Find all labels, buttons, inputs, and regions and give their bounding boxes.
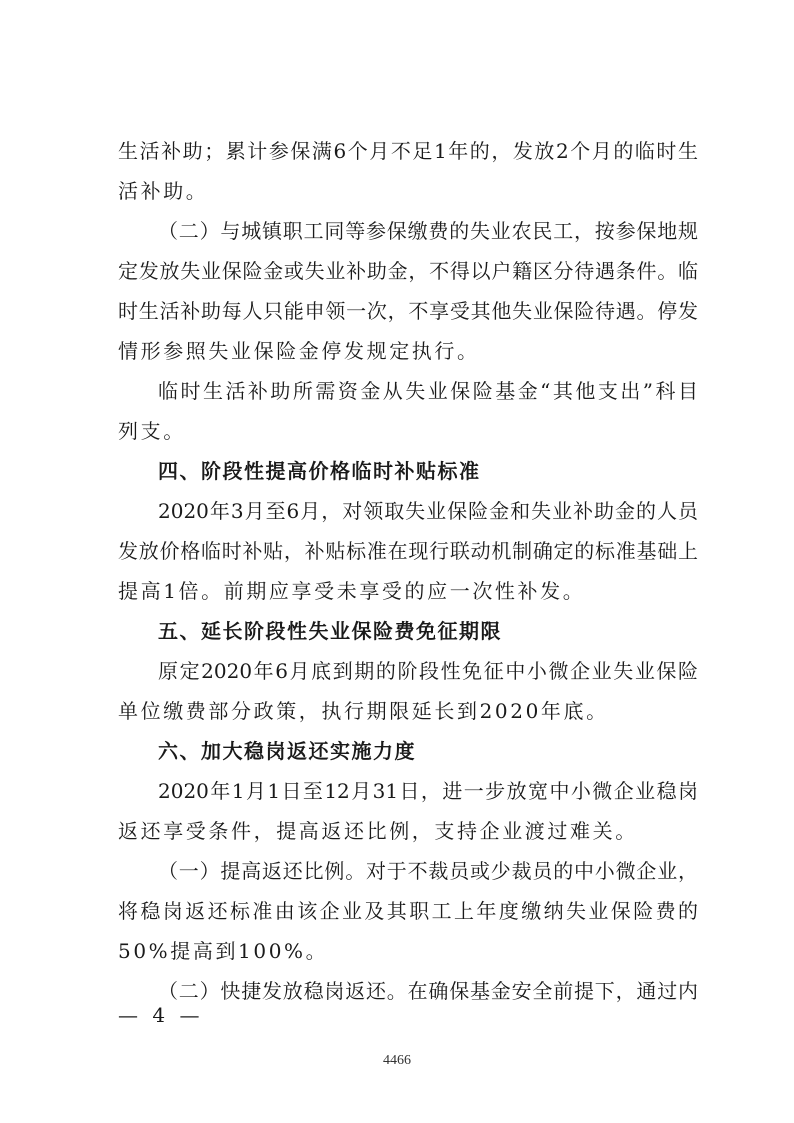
page-number: — 4 — (118, 1003, 204, 1027)
body-line: 列支。 (118, 419, 186, 443)
body-line: （一）提高返还比例。对于不裁员或少裁员的中小微企业， (158, 859, 698, 883)
body-line: 活补助。 (118, 179, 209, 203)
body-line: 提高1倍。前期应享受未享受的应一次性补发。 (118, 579, 586, 603)
body-line: 50%提高到100%。 (118, 939, 329, 963)
section-heading: 五、延长阶段性失业保险费免征期限 (158, 619, 502, 643)
body-line: 单位缴费部分政策，执行期限延长到2020年底。 (118, 699, 609, 723)
footer-number: 4466 (383, 1053, 411, 1068)
body-line: （二）快捷发放稳岗返还。在确保基金安全前提下，通过内 (158, 979, 698, 1003)
section-heading: 六、加大稳岗返还实施力度 (158, 739, 416, 763)
body-line: 发放价格临时补贴，补贴标准在现行联动机制确定的标准基础上 (118, 539, 698, 563)
body-line: 生活补助；累计参保满6个月不足1年的，发放2个月的临时生 (118, 139, 698, 163)
body-line: 时生活补助每人只能申领一次，不享受其他失业保险待遇。停发 (118, 299, 698, 323)
body-line: 将稳岗返还标准由该企业及其职工上年度缴纳失业保险费的 (118, 899, 698, 923)
section-heading: 四、阶段性提高价格临时补贴标准 (158, 459, 481, 483)
body-line: 临时生活补助所需资金从失业保险基金“其他支出”科目 (158, 379, 698, 403)
body-line: 定发放失业保险金或失业补助金，不得以户籍区分待遇条件。临 (118, 259, 698, 283)
body-line: （二）与城镇职工同等参保缴费的失业农民工，按参保地规 (158, 219, 698, 243)
body-line: 2020年1月1日至12月31日，进一步放宽中小微企业稳岗 (158, 779, 698, 803)
body-line: 2020年3月至6月，对领取失业保险金和失业补助金的人员 (158, 499, 698, 523)
body-line: 返还享受条件，提高返还比例，支持企业渡过难关。 (118, 819, 638, 843)
body-line: 原定2020年6月底到期的阶段性免征中小微企业失业保险 (158, 659, 698, 683)
body-line: 情形参照失业保险金停发规定执行。 (118, 339, 480, 363)
